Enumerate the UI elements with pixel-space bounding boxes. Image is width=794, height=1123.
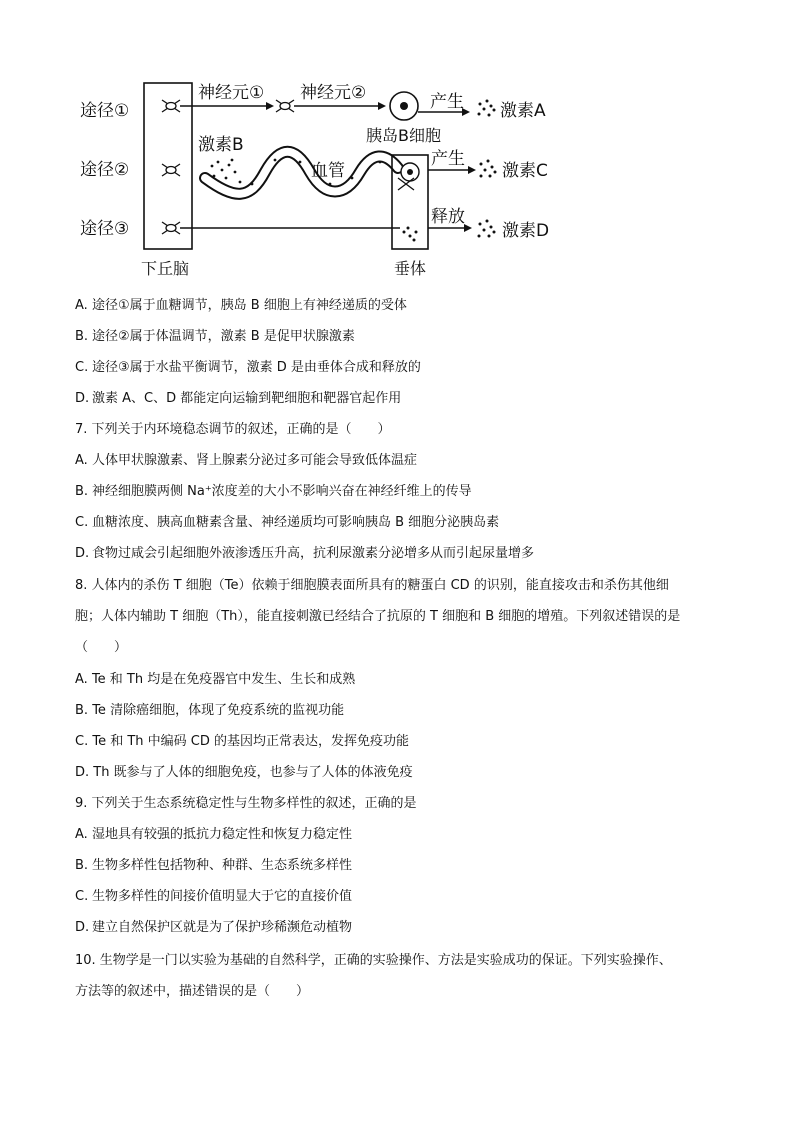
- pituitary-dots-icon: [403, 227, 418, 242]
- q8-option-a-text: Te 和 Th 均是在免疫器官中发生、生长和成熟: [91, 672, 356, 687]
- hormone-d-dots-icon: [478, 220, 496, 238]
- q8-option-c: [75, 733, 409, 751]
- q8-option-d: [75, 764, 413, 782]
- hormone-d-arrowhead: [464, 224, 472, 232]
- pathway-1-arrowhead-b: [378, 102, 386, 110]
- islet-b-cell-label: 胰岛B细胞: [366, 126, 441, 145]
- q9-option-d-text: 建立自然保护区就是为了保护珍稀濒危动植物: [92, 920, 353, 935]
- q7-option-c-letter: C.: [75, 515, 89, 530]
- q8-option-d-letter: D.: [75, 765, 90, 780]
- hormone-c-label: 激素C: [502, 161, 548, 181]
- q8-stem-line-1: 8. 人体内的杀伤 T 细胞（Te）依赖于细胞膜表面所具有的糖蛋白 CD 的识别，能直接攻击和杀伤其他细: [75, 578, 669, 593]
- q8-option-a: [75, 671, 355, 689]
- q6-option-d-letter: D.: [75, 391, 90, 406]
- q8-option-b-text: Te 清除癌细胞，体现了免疫系统的监视功能: [92, 703, 345, 718]
- q6-option-b-text: 途径②属于体温调节，激素 B 是促甲状腺激素: [92, 329, 355, 344]
- pathway-3-label: 途径③: [80, 219, 130, 239]
- q9-option-b-letter: B.: [75, 858, 89, 873]
- q6-option-c: [75, 359, 421, 377]
- q9-option-b-text: 生物多样性包括物种、种群、生态系统多样性: [92, 858, 353, 873]
- release-label: 释放: [431, 207, 465, 227]
- q9-stem: 9. 下列关于生态系统稳定性与生物多样性的叙述，正确的是: [75, 796, 417, 811]
- q6-option-c-letter: C.: [75, 360, 89, 375]
- q9-option-c-text: 生物多样性的间接价值明显大于它的直接价值: [92, 889, 353, 904]
- q9-option-b: [75, 857, 352, 875]
- q8-option-b: [75, 702, 344, 720]
- q9-option-d: [75, 919, 352, 937]
- q6-option-b-letter: B.: [75, 329, 89, 344]
- hormone-c-arrowhead: [468, 166, 476, 174]
- q6-option-a: [75, 297, 407, 315]
- hypothalamus-neuron-2-icon: [162, 164, 180, 176]
- q8-option-a-letter: A.: [75, 672, 88, 687]
- q10-stem-line-2: 方法等的叙述中，描述错误的是（ ）: [75, 984, 310, 999]
- q7-option-b-text: 神经细胞膜两侧 Na⁺浓度差的大小不影响兴奋在神经纤维上的传导: [92, 484, 472, 499]
- hormone-d-label: 激素D: [502, 221, 550, 241]
- q6-option-b: [75, 328, 355, 346]
- q7-stem: 7. 下列关于内环境稳态调节的叙述，正确的是（ ）: [75, 422, 391, 437]
- pathway-2-label: 途径②: [80, 160, 130, 180]
- q9-option-c-letter: C.: [75, 889, 89, 904]
- islet-b-cell-nucleus-icon: [400, 102, 408, 110]
- q7-option-d-letter: D.: [75, 546, 90, 561]
- q8-stem-line-3: （ ）: [75, 640, 128, 655]
- hormone-a-label: 激素A: [500, 101, 546, 121]
- hypothalamus-label: 下丘脑: [141, 259, 190, 278]
- q6-option-a-letter: A.: [75, 298, 88, 313]
- q9-option-a-letter: A.: [75, 827, 88, 842]
- hypothalamus-neuron-3-icon: [162, 222, 180, 234]
- q7-option-c-text: 血糖浓度、胰高血糖素含量、神经递质均可影响胰岛 B 细胞分泌胰岛素: [92, 515, 500, 530]
- q7-option-d: [75, 545, 534, 563]
- hypothalamus-neuron-1-icon: [162, 100, 180, 112]
- q9-option-d-letter: D.: [75, 920, 90, 935]
- q8-option-c-text: Te 和 Th 中编码 CD 的基因均正常表达，发挥免疫功能: [92, 734, 410, 749]
- neuron-1-label: 神经元①: [198, 83, 265, 103]
- pituitary-label: 垂体: [394, 259, 427, 278]
- hormone-a-dots-icon: [478, 100, 496, 117]
- q9-option-a-text: 湿地具有较强的抵抗力稳定性和恢复力稳定性: [92, 827, 353, 842]
- q6-option-d-text: 激素 A、C、D 都能定向运输到靶细胞和靶器官起作用: [92, 391, 402, 406]
- q6-option-a-text: 途径①属于血糖调节，胰岛 B 细胞上有神经递质的受体: [92, 298, 407, 313]
- q9-option-a: [75, 826, 352, 844]
- produce-label-1: 产生: [430, 92, 464, 112]
- q8-option-d-text: Th 既参与了人体的细胞免疫，也参与了人体的体液免疫: [93, 765, 413, 780]
- q7-option-a-letter: A.: [75, 453, 88, 468]
- q7-option-c: [75, 514, 499, 532]
- pathway-1-label: 途径①: [80, 101, 130, 121]
- pathway-1-arrowhead-a: [266, 102, 274, 110]
- hormone-c-dots-icon: [480, 160, 497, 178]
- q6-option-d: [75, 390, 401, 408]
- q6-option-c-text: 途径③属于水盐平衡调节，激素 D 是由垂体合成和释放的: [92, 360, 421, 375]
- q7-option-b-letter: B.: [75, 484, 89, 499]
- q7-option-d-text: 食物过咸会引起细胞外液渗透压升高，抗利尿激素分泌增多从而引起尿量增多: [92, 546, 535, 561]
- hormone-b-label: 激素B: [198, 135, 244, 155]
- neuron-2-label: 神经元②: [300, 83, 367, 103]
- q8-option-b-letter: B.: [75, 703, 89, 718]
- produce-label-2: 产生: [431, 149, 465, 169]
- blood-vessel-label: 血管: [311, 161, 345, 181]
- q7-option-b: [75, 483, 472, 501]
- q8-option-c-letter: C.: [75, 734, 89, 749]
- endocrine-pathway-diagram: [0, 0, 794, 290]
- q7-option-a-text: 人体甲状腺激素、肾上腺素分泌过多可能会导致低体温症: [92, 453, 418, 468]
- q7-option-a: [75, 452, 417, 470]
- q9-option-c: [75, 888, 352, 906]
- q10-stem-line-1: 10. 生物学是一门以实验为基础的自然科学，正确的实验操作、方法是实验成功的保证。下列实验操作、: [75, 953, 672, 968]
- q8-stem-line-2: 胞；人体内辅助 T 细胞（Th），能直接刺激已经结合了抗原的 T 细胞和 B 细胞的增殖。下列叙述错误的是: [75, 609, 681, 624]
- pituitary-cell-nucleus-icon: [407, 169, 413, 175]
- neuron-2-icon: [276, 100, 294, 112]
